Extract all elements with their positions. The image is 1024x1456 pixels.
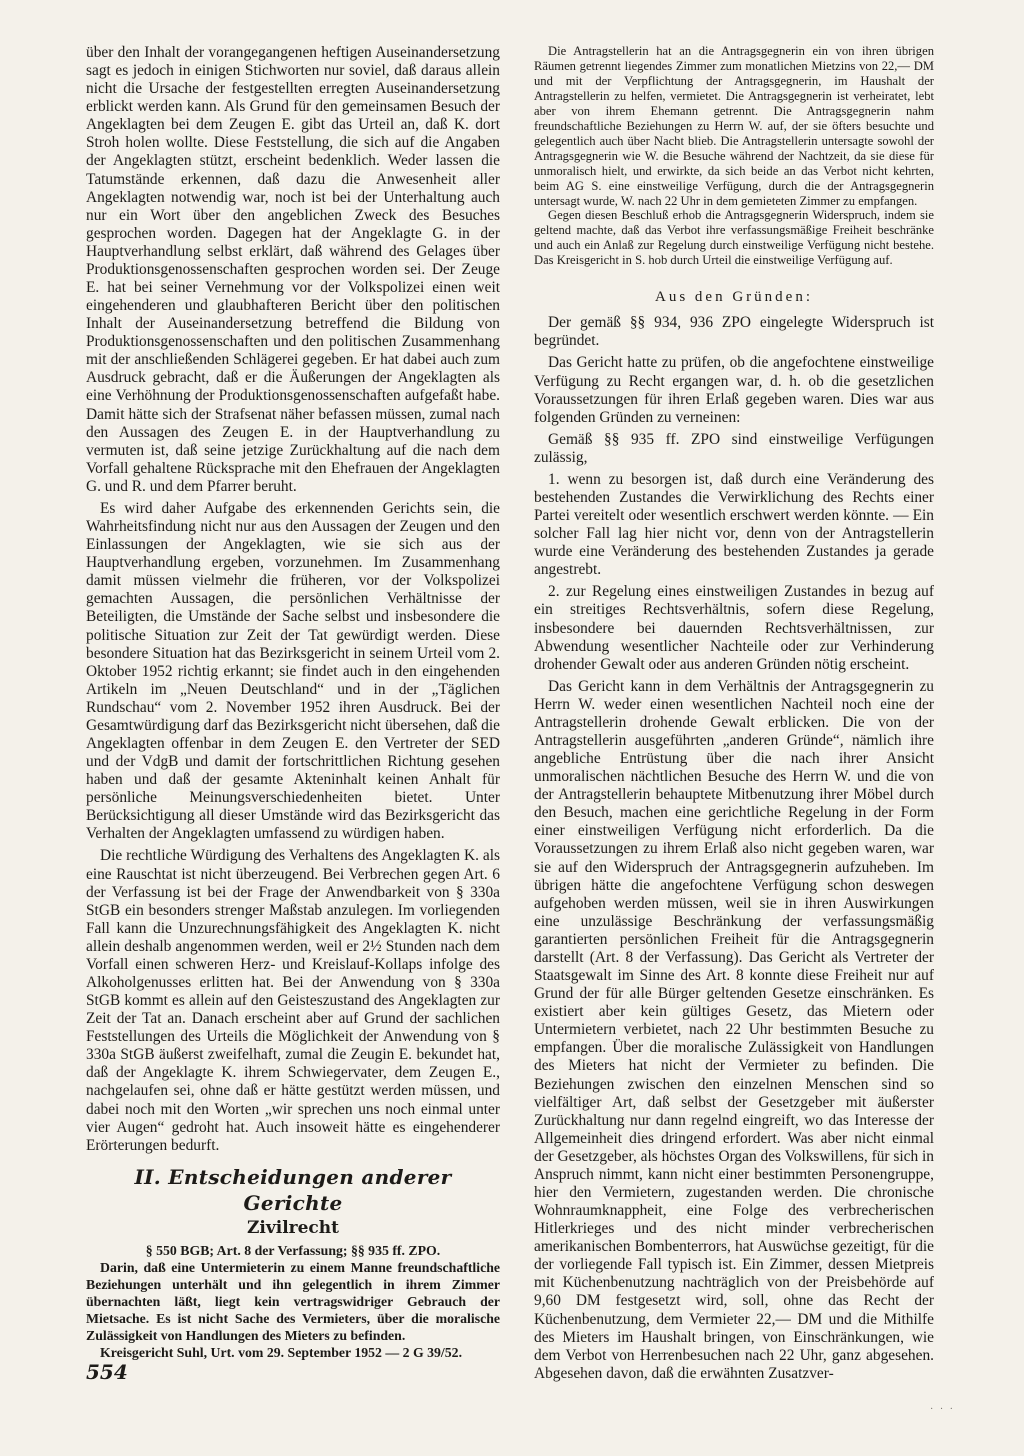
- facts-paragraph: Die Antragstellerin hat an die Antragsgegnerin ein von ihren übrigen Räumen getrennt liegendes Zimmer zum monatlichen Mietzins von 22,— DM und mit der Verpflichtung der Antragsgegnerin, im Haushalt der Antragstellerin zu helfen, vermietet. Die Antragsgegnerin ist verheiratet, lebt aber von ihrem Ehemann getrennt. Die Antragsgegnerin nahm freundschaftliche Beziehungen zu Herrn W. auf, der sie öfters besuchte und gelegentlich auch über Nacht blieb. Die Antragstellerin untersagte sowohl der Antragsgegnerin wie W. die Besuche während der Nachtzeit, da sie diese für unmoralisch hielt, und erwirkte, da sich beide an das Verbot nicht kehrten, beim AG S. eine einstweilige Verfügung, durch die der Antragsgegnerin untersagt wurde, W. nach 22 Uhr in dem gemieteten Zimmer zu empfangen.: [534, 44, 934, 208]
- body-paragraph: Das Gericht kann in dem Verhältnis der Antragsgegnerin zu Herrn W. weder einen wesentlichen Nachteil noch eine der Antragstellerin drohende Gewalt erblicken. Die von der Antragstellerin ausgeführten „anderen Gründe“, nämlich ihre angebliche Entrüstung über die nach ihrer Ansicht unmoralischen nächtlichen Besuche des Herrn W. und die von der Antragstellerin behauptete Mitbenutzung ihrer Möbel durch den Besuch, machen eine gerichtliche Regelung in der Form einer einstweiligen Verfügung nicht erforderlich. Da die Voraussetzungen zu ihrem Erlaß also nicht gegeben waren, war sie auf den Widerspruch der Antragsgegnerin aufzuheben. Im übrigen hätte die angefochtene Verfügung schon deswegen aufgehoben werden müssen, weil sie in ihren Auswirkungen eine unzulässige Beschränkung der verfassungsmäßig garantierten persönlichen Freiheit für die Antragsgegnerin darstellt (Art. 8 der Verfassung). Das Gericht als Vertreter der Staatsgewalt im Sinne des Art. 8 konnte diese Freiheit nur auf Grund der für alle Bürger geltenden Gesetze einschränken. Es existiert aber kein gültiges Gesetz, das Mietern oder Untermietern verbietet, nach 22 Uhr bestimmten Besuche zu empfangen. Über die moralische Zulässigkeit von Handlungen des Mieters hat nicht der Vermieter zu befinden. Die Beziehungen zwischen den einzelnen Menschen sind so vielfältiger Art, daß selbst der Gesetzgeber mit äußerster Zurückhaltung nur dann regelnd eingreift, wo das Interesse der Allgemeinheit dies dringend erfordert. Was aber nicht einmal der Gesetzgeber, als höchstes Organ des Volkswillens, für sich in Anspruch nimmt, kann nicht einer bestimmten Personengruppe, hier den Vermietern, zugestanden werden. Die chronische Wohnraumknappheit, eine Folge des verbrecherischen Hitlerkrieges und des nicht minder verbrecherischen amerikanischen Bombenterrors, hat Auswüchse gezeitigt, für die der vorliegende Fall typisch ist. Ein Zimmer, dessen Mietpreis mit Küchenbenutzung nachträglich von der Preisbehörde auf 9,60 DM festgesetzt wird, soll, ohne das Recht der Küchenbenutzung, dem Vermieter 22,— DM und die Mithilfe des Mieters im Haushalt bringen, von Einschränkungen, wie dem Verbot von Herrenbesuchen nach 22 Uhr, ganz abgesehen. Abgesehen davon, daß die erwähnten Zusatzver-: [534, 677, 934, 1382]
- case-citation: Kreisgericht Suhl, Urt. vom 29. September 1952 — 2 G 39/52.: [100, 1344, 463, 1360]
- section-heading: II. Entscheidungen anderer Gerichte: [134, 1164, 452, 1215]
- body-paragraph: Die rechtliche Würdigung des Verhaltens des Angeklagten K. als eine Rauschtat ist nicht überzeugend. Bei Verbrechen gegen Art. 6 der Verfassung ist bei der Frage der Anwendbarkeit von § 330a StGB ein besonders strenger Maßstab anzulegen. Im vorliegenden Fall kann die Unzurechnungsfähigkeit des Angeklagten K. nicht allein deshalb angenommen werden, weil er 2½ Stunden nach dem Vorfall einen schweren Herz- und Kreislauf-Kollaps infolge des Alkoholgenusses erlitten hat. Bei der Anwendung von § 330a StGB kommt es allein auf den Geisteszustand des Angeklagten zur Zeit der Tat an. Danach erscheint aber auf Grund der sachlichen Feststellungen des Urteils die Möglichkeit der Anwendung von § 330a StGB äußerst zweifelhaft, zumal die Zeugin E. bekundet hat, daß der Angeklagte K. ihrem Schwiegervater, dem Zeugen E., nachgelaufen sei, ohne daß er hätte gestützt werden müssen, und dabei noch mit den Worten „wir sprechen uns noch einmal unter vier Augen“ gedroht hat. Auch insoweit hätte es eingehenderer Erörterungen bedurft.: [86, 847, 500, 1154]
- corner-mark: · · ·: [930, 1404, 955, 1415]
- facts-paragraph: Gegen diesen Beschluß erhob die Antragsgegnerin Widerspruch, indem sie geltend machte, daß das Verbot ihre verfassungsmäßige Freiheit beschränke und auch ein Anlaß zur Regelung durch einstweilige Verfügung nicht bestehe. Das Kreisgericht in S. hob durch Urteil die einstweilige Verfügung auf.: [534, 208, 934, 268]
- grounds-heading: Aus den Gründen:: [655, 289, 813, 306]
- body-paragraph: Der gemäß §§ 934, 936 ZPO eingelegte Widerspruch ist begründet.: [534, 314, 934, 350]
- body-paragraph: Gemäß §§ 935 ff. ZPO sind einstweilige Verfügungen zulässig,: [534, 430, 934, 466]
- body-paragraph: über den Inhalt der vorangegangenen heftigen Auseinandersetzung sagt es jedoch in einigen Stichworten nur soviel, daß daraus allein nicht die Ursache der festgestellten erregten Auseinandersetzung erblickt werden kann. Als Grund für den gemeinsamen Besuch der Angeklagten bei dem Zeugen E. gibt das Urteil an, daß K. dort Stroh holen wollte. Diese Feststellung, die sich auf die Angaben der Angeklagten stützt, erscheint bedenklich. Weder lassen die Tatumstände erkennen, daß dazu die Anwesenheit aller Angeklagten notwendig war, noch ist bei der Unterhaltung auch nur ein Wort über den angeblichen Zweck des Besuches gesprochen worden. Dagegen hat der Angeklagte G. in der Hauptverhandlung selbst erklärt, daß während des Gelages über Produktionsgenossenschaften gesprochen worden sei. Der Zeuge E. hat bei seiner Vernehmung vor der Volkspolizei einen weit eingehenderen und glaubhafteren Bericht über den politischen Inhalt der Auseinandersetzung betreffend die Bildung von Produktionsgenossenschaften und den politischen Zusammenhang mit der anschließenden Schlägerei gegeben. Er hat dabei auch zum Ausdruck gebracht, daß er die Äußerungen der Angeklagten als eine Verhöhnung der Produktionsgenossenschaften aufgefaßt habe. Damit hätte sich der Strafsenat näher befassen müssen, zumal nach den Aussagen des Zeugen E. in der Hauptverhandlung zu vermuten ist, daß seine jetzige Zurückhaltung auf die nach dem Vorfall gehaltene Rücksprache mit den Ehefrauen der Angeklagten G. und R. und dem Pfarrer beruht.: [86, 44, 500, 495]
- right-column: [534, 44, 934, 1383]
- list-item: 1. wenn zu besorgen ist, daß durch eine Veränderung des bestehenden Zustandes die Verwirklichung des Rechts einer Partei vereitelt oder wesentlich erschwert werden könnte. — Ein solcher Fall lag hier nicht vor, denn von der Antragstellerin wurde eine Veränderung des bestehenden Zustandes ja gerade angestrebt.: [534, 470, 934, 579]
- left-column: [86, 44, 500, 1361]
- facts-section: [534, 44, 934, 268]
- list-item: 2. zur Regelung eines einstweiligen Zustandes in bezug auf ein streitiges Rechtsverhältnis, sofern diese Regelung, insbesondere bei dauernden Rechtsverhältnissen, zur Abwendung wesentlicher Nachteile oder zur Verhinderung drohender Gewalt oder aus anderen Gründen nötig erscheint.: [534, 583, 934, 673]
- left-body: [86, 44, 500, 1155]
- body-paragraph: Das Gericht hatte zu prüfen, ob die angefochtene einstweilige Verfügung zu Recht ergangen war, d. h. ob die gesetzlichen Voraussetzungen für ihren Erlaß gegeben waren. Dies war aus folgenden Gründen zu verneinen:: [534, 354, 934, 426]
- page-number: 554: [86, 1360, 128, 1384]
- right-body: [534, 314, 934, 1383]
- body-paragraph: Es wird daher Aufgabe des erkennenden Gerichts sein, die Wahrheitsfindung nicht nur aus den Aussagen der Zeugen und den Einlassungen der Angeklagten, wie sie sich aus der Hauptverhandlung ergeben, vorzunehmen. Im Zusammenhang damit müssen vielmehr die früheren, vor der Volkspolizei gemachten Aussagen, die persönlichen Verhältnisse der Beteiligten, die Umstände der Sache selbst und insbesondere die politische Situation zur Zeit der Tat gewürdigt werden. Diese besondere Situation hat das Bezirksgericht in seinem Urteil vom 2. Oktober 1952 richtig erkannt; sie findet auch in den eingehenden Artikeln im „Neuen Deutschland“ und in der „Täglichen Rundschau“ vom 2. November 1952 ihren Ausdruck. Bei der Gesamtwürdigung darf das Bezirksgericht nicht übersehen, daß die Angeklagten offenbar in dem Zeugen E. den Vertreter der SED und der VdgB und damit der fortschrittlichen Richtung gesehen haben und daß der gesamte Akteninhalt keinen Anhalt für persönliche Meinungsverschiedenheiten bietet. Unter Berücksichtigung all dieser Umstände wird das Bezirksgericht das Verhalten der Angeklagten umfassend zu würdigen haben.: [86, 499, 500, 843]
- headnote: Darin, daß eine Untermieterin zu einem Manne freundschaftliche Beziehungen unterhält und ihn gelegentlich in ihrem Zimmer übernachten läßt, liegt kein vertragswidriger Gebrauch der Mietsache. Es ist nicht Sache des Vermieters, über die moralische Zulässigkeit von Handlungen des Mieters zu befinden.: [86, 1259, 500, 1343]
- subheading-zivilrecht: Zivilrecht: [247, 1217, 339, 1238]
- norm-reference: § 550 BGB; Art. 8 der Verfassung; §§ 935 ff. ZPO.: [145, 1242, 441, 1258]
